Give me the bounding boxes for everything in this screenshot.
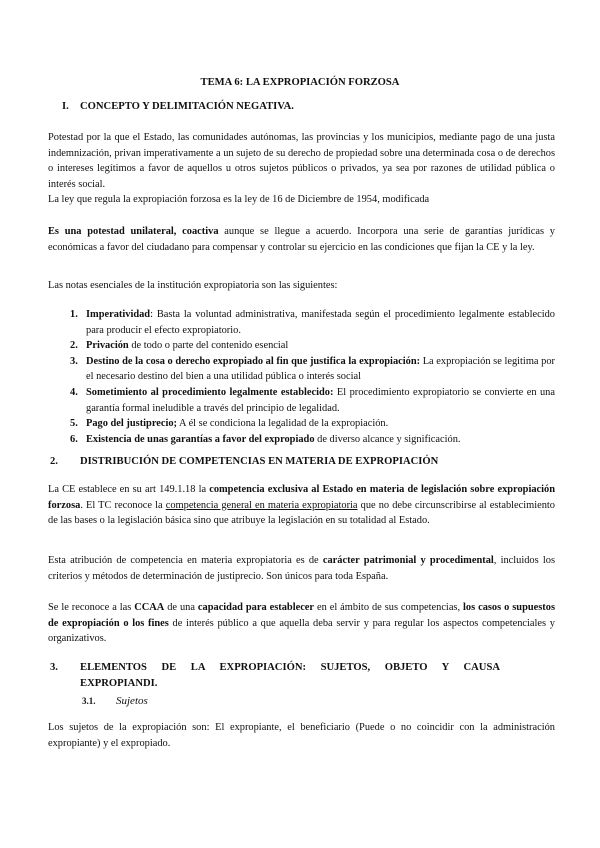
list-number: 6. [70,433,78,445]
bold-text: competencia exclusiva al Estado en materia de legislación sobre expropiación forzosa [48,484,555,511]
bold-text: Existencia de unas garantías a favor del expropiado [86,433,315,445]
list-number: 3. [70,355,78,367]
list-item [70,338,555,354]
bold-text: Sometimiento al procedimiento legalmente establecido: [86,387,334,399]
section-title-continued: EXPROPIANDI. [80,677,158,689]
notes-list [70,307,555,447]
subsection-number: 3.1. [82,696,96,706]
paragraph-atribucion [48,553,555,584]
text: El procedimiento expropiatorio se convierte en una garantía formal ineludible a través del principio de legalidad. [86,387,555,414]
paragraph-competencia-estado [48,482,555,529]
bold-text: Destino de la cosa o derecho expropiado al fin que justifica la expropiación: [86,355,421,367]
section-3-heading [50,660,510,692]
section-2-heading [50,454,557,470]
section-number: 2. [50,456,58,467]
list-number: 2. [70,340,78,352]
list-number: 4. [70,387,78,399]
paragraph-ccaa [48,600,555,647]
bold-text: carácter patrimonial y procedimental [322,555,494,566]
bold-text: Es una potestad unilateral, coactiva [48,226,219,237]
bold-text: Imperatividad [86,309,151,320]
section-title: DISTRIBUCIÓN DE COMPETENCIAS EN MATERIA DE EXPROPIACIÓN [80,456,439,467]
subsection-title: Sujetos [116,695,148,707]
text: que no debe circunscribirse al establecimiento de las bases o la legislación básica sino que atribuye la legislación en su totalidad al Estado. [48,499,555,527]
text: . El TC reconoce la [80,499,166,511]
list-item [70,416,555,432]
text: Se le reconoce a las [48,602,135,613]
paragraph-potestad [48,224,555,255]
text: Esta atribución de competencia en materia expropiatoria es de [48,555,323,566]
text: de una [164,602,198,613]
section-1-heading [62,99,569,115]
text: en el ámbito de sus competencias, [314,602,464,613]
bold-text: CCAA [134,602,165,613]
section-title: ELEMENTOS DE LA EXPROPIACIÓN: SUJETOS, OBJETO Y CAUSA [80,662,500,673]
page-title: TEMA 6: LA EXPROPIACIÓN FORZOSA [200,77,400,88]
section-number: 3. [50,662,58,673]
list-item [70,307,555,338]
bold-text: Privación [86,340,129,352]
list-item [70,432,555,448]
list-item [70,385,555,416]
paragraph-sujetos: Los sujetos de la expropiación son: El expropiante, el beneficiario (Puede o no coincidir con la administración expropiante) y el expropiado. [48,722,555,749]
text: de diverso alcance y significación. [314,433,461,445]
paragraph-law: La ley que regula la expropiación forzosa es la ley de 16 de Diciembre de 1954, modificada [48,194,430,205]
text: de interés público a que aquella deba servir y para regular los aspectos competenciales y organizativos. [48,617,555,645]
section-number: I. [62,101,69,112]
text: , incluidos los criterios y métodos de determinación de justiprecio. Son únicos para toda España. [48,555,555,582]
list-item [70,354,555,385]
list-number: 5. [70,418,78,430]
text: de todo o parte del contenido esencial [128,340,289,352]
text: : Basta la voluntad administrativa, manifestada según el procedimiento legalmente establecido para producir el efecto expropiatorio. [86,309,555,336]
text: A él se condiciona la legalidad de la expropiación. [177,418,389,430]
text: aunque se llegue a acuerdo. Incorpora una serie de garantías jurídicas y económicas a favor del ciudadano para compensar y controlar su ejercicio en las condiciones que fijan la CE y la ley. [48,226,555,253]
section-title: CONCEPTO Y DELIMITACIÓN NEGATIVA. [80,101,294,112]
text: La CE establece en su art 149.1.18 la [48,484,210,495]
paragraph-notes-intro: Las notas esenciales de la institución expropiatoria son las siguientes: [48,280,338,291]
bold-text: capacidad para establecer [197,602,315,613]
bold-text: los casos o supuestos de expropiación o los fines [48,602,555,629]
underlined-text: competencia general en materia expropiatoria [165,499,358,511]
bold-text: Pago del justiprecio; [86,418,178,430]
paragraph-definition: Potestad por la que el Estado, las comunidades autónomas, las provincias y los municipios, mediante pago de una justa indemnización, privan imperativamente a un sujeto de su derecho de propiedad sobre una determinada cosa o de derechos o intereses legítimos a favor de aquellos u otros sujetos públicos o privados, ya sea por razones de utilidad pública o interés social. [48,132,555,190]
subsection-heading [82,693,589,710]
text: La expropiación se legitima por el necesario destino del bien a una utilidad pública o interés social [86,355,555,383]
list-number: 1. [70,309,78,320]
